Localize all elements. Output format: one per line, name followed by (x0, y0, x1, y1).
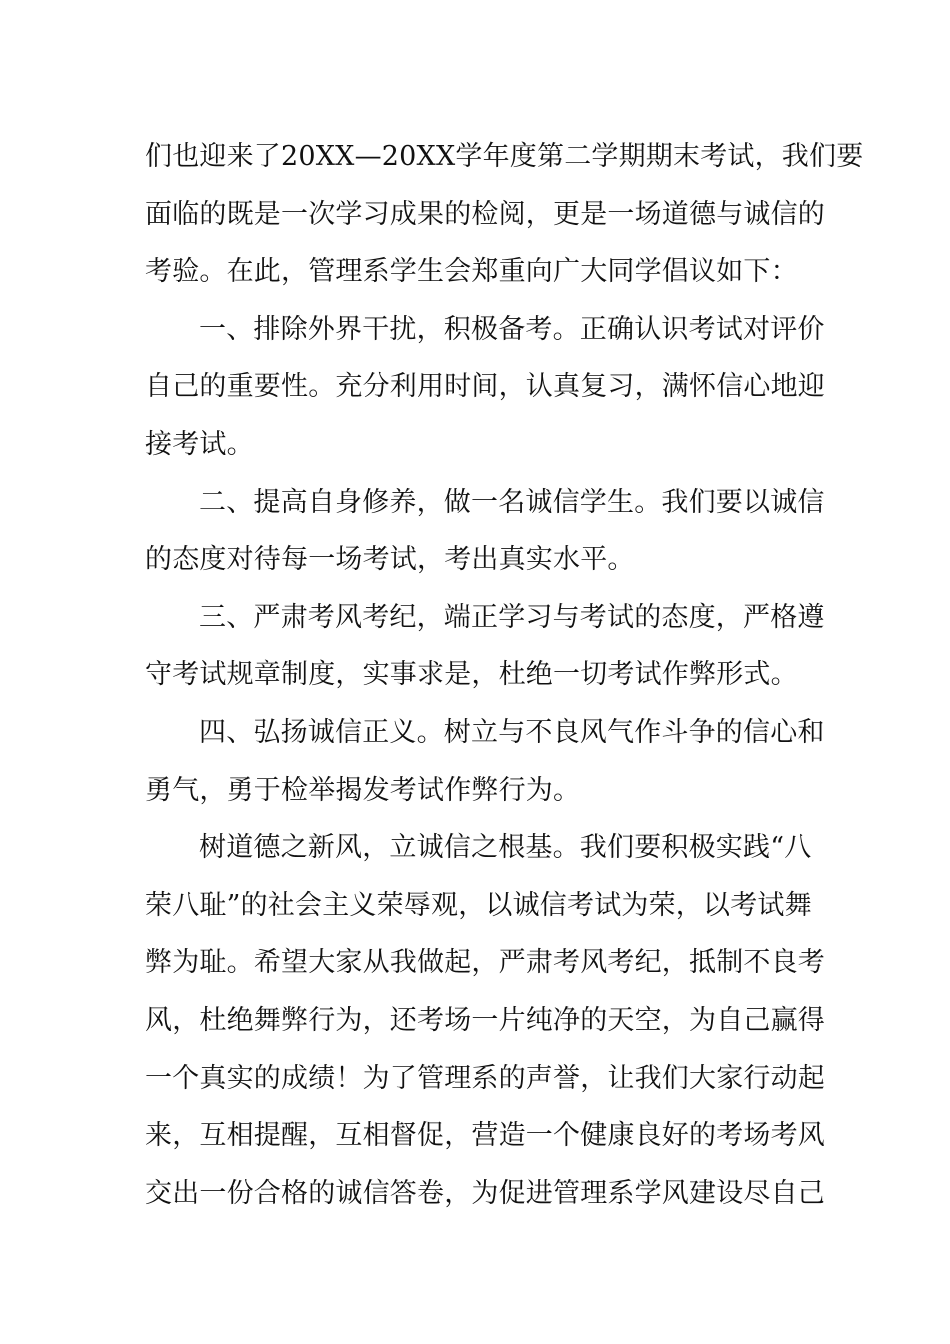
text-line: 接考试。 (145, 428, 254, 460)
document-body (145, 128, 864, 1222)
text-line: 三、严肃考风考纪，端正学习与考试的态度，严格遵 (199, 601, 825, 633)
text-line: 交出一份合格的诚信答卷，为促进管理系学风建设尽自己 (145, 1177, 825, 1209)
text-line: 风，杜绝舞弊行为，还考场一片纯净的天空，为自己赢得 (145, 1004, 825, 1036)
text-line: 一、排除外界干扰，积极备考。正确认识考试对评价 (199, 313, 825, 345)
text-line: 守考试规章制度，实事求是，杜绝一切考试作弊形式。 (145, 659, 798, 691)
text-line: 面临的既是一次学习成果的检阅，更是一场道德与诚信的 (145, 198, 825, 230)
text-line: 勇气，勇于检举揭发考试作弊行为。 (145, 774, 581, 806)
text-line: 树道德之新风，立诚信之根基。我们要积极实践“八 (199, 832, 812, 864)
text-line: 的态度对待每一场考试，考出真实水平。 (145, 544, 635, 576)
text-line: 二、提高自身修养，做一名诚信学生。我们要以诚信 (199, 486, 825, 518)
text-line: 自己的重要性。充分利用时间，认真复习，满怀信心地迎 (145, 371, 825, 403)
text-line: 四、弘扬诚信正义。树立与不良风气作斗争的信心和 (199, 716, 825, 748)
text-line: 们也迎来了20XX—20XX学年度第二学期期末考试，我们要 (145, 141, 864, 172)
text-line: 弊为耻。希望大家从我做起，严肃考风考纪，抵制不良考 (145, 947, 825, 979)
text-line: 荣八耻”的社会主义荣辱观，以诚信考试为荣，以考试舞 (145, 889, 812, 921)
text-line: 考验。在此，管理系学生会郑重向广大同学倡议如下： (145, 256, 798, 288)
text-line: 来，互相提醒，互相督促，营造一个健康良好的考场考风 (145, 1120, 825, 1152)
text-line: 一个真实的成绩！为了管理系的声誉，让我们大家行动起 (145, 1062, 825, 1094)
